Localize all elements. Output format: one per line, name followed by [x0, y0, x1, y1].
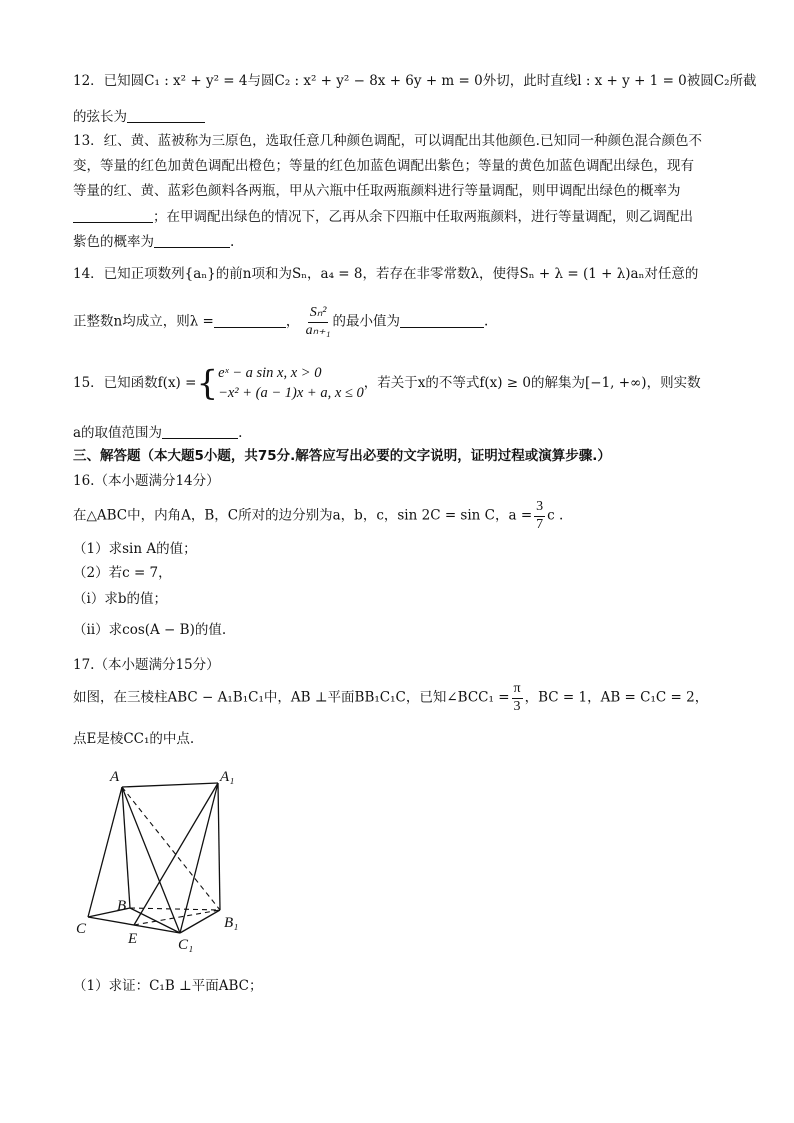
q13-line1: 13．红、黄、蓝被称为三原色，选取任意几种颜色调配，可以调配出其他颜色.已知同一种颜色混合颜色不 [73, 133, 702, 149]
q16-part1: （1）求sin A的值； [73, 541, 197, 557]
q15-line1 [73, 364, 701, 403]
q16-stem-a: 在△ABC中，内角A，B，C所对的边分别为a，b，c，sin 2C = sin C，a = [73, 507, 533, 524]
answer-blank[interactable] [162, 425, 238, 439]
label-A1: A₁ [220, 769, 235, 785]
q13-prompt: 紫色的概率为 [73, 234, 154, 250]
answer-blank[interactable] [400, 314, 484, 328]
q14-frac-den: aₙ₊₁ [305, 322, 331, 338]
q12-line2 [73, 109, 205, 125]
q13-line4 [73, 209, 693, 225]
prism-figure [70, 765, 270, 955]
q15-brace: { [196, 363, 219, 404]
edge-A1-C1 [180, 783, 218, 933]
section-heading: 三、解答题（本大题5小题，共75分.解答应写出必要的文字说明，证明过程或演算步骤.） [73, 448, 611, 464]
q16-stem [73, 500, 563, 532]
q15-case2: −x² + (a − 1)x + a, x ≤ 0 [218, 384, 364, 401]
q14-prompt-a: 正整数n均成立，则λ = [73, 313, 214, 330]
edge-A-A1 [122, 783, 218, 787]
edge-A1-B1 [218, 783, 220, 910]
label-C: C [76, 921, 87, 937]
q16-frac-num: 3 [534, 500, 545, 517]
answer-blank[interactable] [73, 209, 153, 223]
q14-frac-num: Sₙ² [308, 306, 329, 323]
q15-case1: eˣ − a sin x, x > 0 [218, 365, 322, 381]
q15-cases [218, 364, 364, 403]
q12-line1: 12．已知圆C₁ : x² + y² = 4与圆C₂ : x² + y² − 8x + 6y + m = 0外切，此时直线l : x + y + 1 = 0被圆C₂所截 [73, 73, 757, 89]
q14-fraction [306, 306, 331, 338]
q16-frac-den: 7 [536, 516, 544, 532]
edge-A1-E [134, 783, 218, 925]
q17-header: 17.（本小题满分15分） [73, 657, 220, 673]
q17-frac-den: 3 [513, 698, 521, 714]
q15-suffix: ，若关于x的不等式f(x) ≥ 0的解集为[−1, +∞)，则实数 [363, 374, 701, 391]
q12-prompt: 的弦长为 [73, 109, 127, 125]
q13-line2: 变，等量的红色加黄色调配出橙色；等量的红色加蓝色调配出紫色；等量的黄色加蓝色调配出绿色，现有 [73, 158, 694, 174]
q17-fraction [512, 682, 523, 714]
q13-line3: 等量的红、黄、蓝彩色颜料各两瓶，甲从六瓶中任取两瓶颜料进行等量调配，则甲调配出绿色的概率为 [73, 183, 681, 199]
q14-line1: 14．已知正项数列{aₙ}的前n项和为Sₙ，a₄ = 8，若存在非零常数λ，使得Sₙ + λ = (1 + λ)aₙ对任意的 [73, 266, 699, 282]
q17-stem [73, 682, 708, 714]
q16-fraction [534, 500, 545, 532]
q15-prompt: a的取值范围为 [73, 425, 163, 441]
label-B: B [117, 898, 127, 914]
label-E: E [128, 931, 138, 947]
q15-prefix: 15．已知函数f(x) = [73, 374, 197, 391]
q16-header: 16.（本小题满分14分） [73, 473, 220, 489]
q16-part2-ii: （ⅱ）求cos(A − B)的值. [73, 622, 227, 638]
answer-blank[interactable] [127, 109, 205, 123]
q16-part2-i: （ⅰ）求b的值； [73, 591, 167, 607]
q17-stem-b: ，BC = 1，AB = C₁C = 2， [524, 689, 709, 706]
q14-line2: 正整数n均成立，则λ = ， $\frac{\text{Sₙ²}}{\text{aₙ₊₁}}$ 的最小值为 . [73, 305, 489, 338]
answer-blank[interactable] [154, 234, 230, 248]
q13-line5: 紫色的概率为 . [73, 234, 235, 250]
label-B1: B₁ [224, 915, 239, 931]
q14-prompt-b: 的最小值为 [332, 313, 400, 330]
q17-stem-a: 如图，在三棱柱ABC − A₁B₁C₁中，AB ⊥平面BB₁C₁C，已知∠BCC₁ = [73, 689, 510, 706]
answer-blank[interactable] [214, 314, 286, 328]
q17-part1: （1）求证：C₁B ⊥平面ABC； [73, 978, 263, 994]
q15-line2: a的取值范围为 . [73, 425, 243, 441]
q16-stem-b: c . [547, 507, 564, 524]
q13-line4-text: ；在甲调配出绿色的情况下，乙再从余下四瓶中任取两瓶颜料，进行等量调配，则乙调配出 [153, 209, 693, 225]
label-A: A [110, 769, 120, 785]
q17-frac-num: π [512, 682, 523, 699]
edge-A-C1 [122, 787, 180, 933]
q16-part2: （2）若c = 7， [73, 565, 172, 581]
label-C1: C₁ [178, 937, 194, 953]
q17-stem2: 点E是棱CC₁的中点. [73, 731, 195, 747]
